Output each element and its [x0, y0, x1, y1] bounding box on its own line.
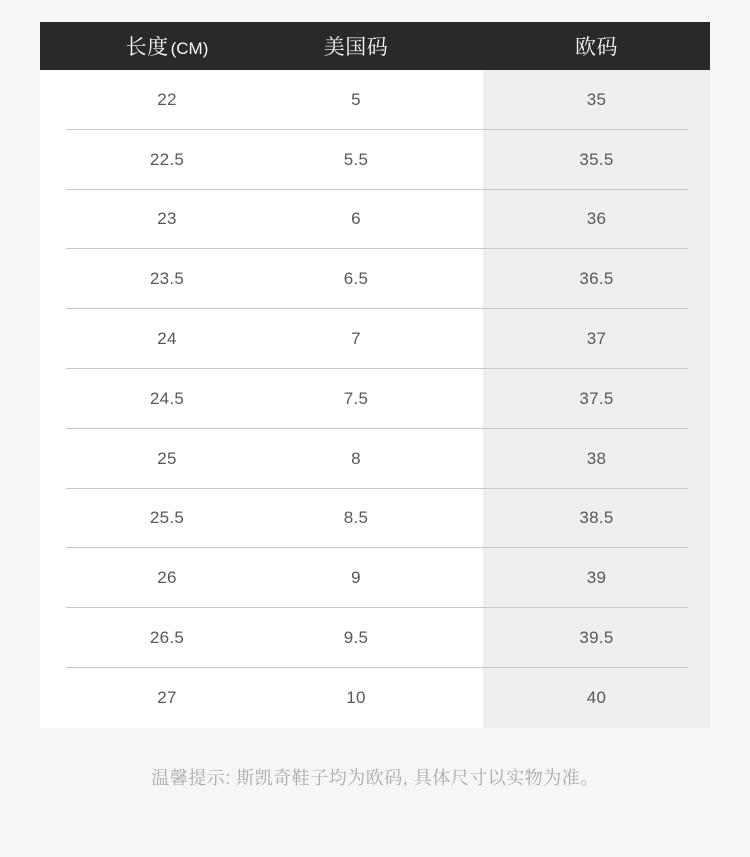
length-cell: 22.5: [149, 149, 185, 169]
table-row: [40, 548, 710, 608]
us-size-cell: 7: [351, 329, 361, 349]
footer-note: 温馨提示: 斯凯奇鞋子均为欧码, 具体尺寸以实物为准。: [151, 768, 599, 788]
length-cell: 25: [157, 448, 177, 468]
table-row: [40, 608, 710, 668]
length-cell: 27: [157, 687, 177, 707]
header-length-label: 长度: [125, 36, 169, 59]
us-size-cell: 8.5: [343, 508, 369, 528]
eu-size-cell: 37.5: [483, 369, 710, 429]
table-header-row: [40, 22, 710, 70]
eu-size-cell: 37: [483, 309, 710, 369]
table-row: [40, 668, 710, 728]
table-row: [40, 429, 710, 489]
table-row: [40, 489, 710, 549]
table-row: [40, 130, 710, 190]
length-cell: 26: [157, 568, 177, 588]
us-size-cell: 9: [351, 568, 361, 588]
us-size-cell: 7.5: [343, 388, 369, 408]
eu-size-cell: 38.5: [483, 489, 710, 549]
size-table: [40, 22, 710, 728]
eu-size-cell: 36: [483, 190, 710, 250]
us-size-cell: 5.5: [343, 149, 369, 169]
table-row: [40, 369, 710, 429]
table-body: [40, 70, 710, 728]
us-size-cell: 9.5: [343, 628, 369, 648]
length-cell: 23.5: [149, 269, 185, 289]
eu-size-cell: 39: [483, 548, 710, 608]
eu-size-cell: 35.5: [483, 130, 710, 190]
length-cell: 24: [157, 329, 177, 349]
us-size-cell: 5: [351, 89, 361, 109]
length-cell: 25.5: [149, 508, 185, 528]
eu-size-cell: 36.5: [483, 249, 710, 309]
eu-size-cell: 38: [483, 429, 710, 489]
us-size-cell: 6: [351, 209, 361, 229]
eu-size-cell: 39.5: [483, 608, 710, 668]
eu-size-cell: 35: [483, 70, 710, 130]
us-size-cell: 8: [351, 448, 361, 468]
header-us-size: 美国码: [323, 36, 389, 59]
us-size-cell: 6.5: [343, 269, 369, 289]
length-cell: 23: [157, 209, 177, 229]
length-cell: 26.5: [149, 628, 185, 648]
us-size-cell: 10: [346, 687, 366, 707]
header-length-unit: (CM): [170, 39, 209, 58]
table-row: [40, 309, 710, 369]
header-eu-size: 欧码: [575, 36, 618, 59]
table-row: [40, 190, 710, 250]
length-cell: 24.5: [149, 388, 185, 408]
table-row: [40, 249, 710, 309]
length-cell: 22: [157, 89, 177, 109]
eu-size-cell: 40: [483, 668, 710, 728]
header-length: [40, 31, 294, 61]
table-row: [40, 70, 710, 130]
